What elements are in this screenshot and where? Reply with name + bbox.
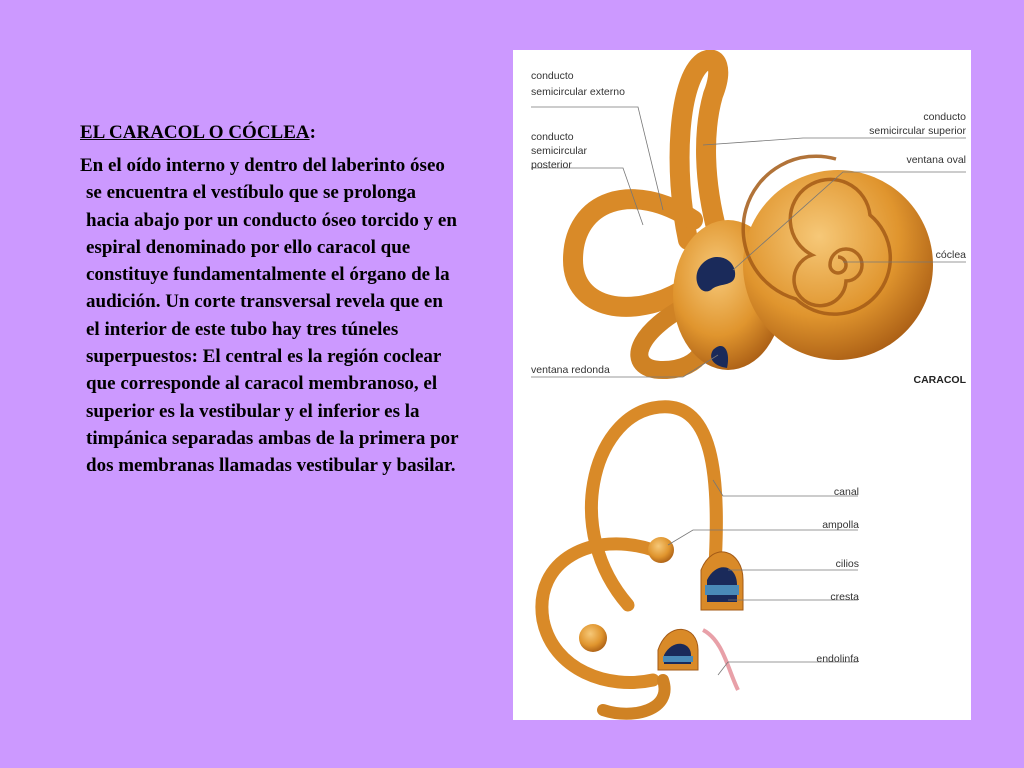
label-cilios: cilios [835,558,859,570]
label-posterior-2: semicircular [531,145,588,157]
endolymph-tail [703,630,738,690]
label-externo-1: conducto [531,70,574,82]
label-externo-2: semicircular externo [531,86,625,98]
ampulla-mid-shape [648,537,674,563]
canal-drawing [542,407,743,714]
inner-ear-figure [513,50,971,720]
heading [80,120,460,146]
large-canal-shape [591,407,716,605]
cochlea-shape [743,170,933,360]
label-cresta: cresta [830,591,859,603]
label-endolinfa: endolinfa [816,653,859,665]
body-paragraph: En el oído interno y dentro del laberinto óseo se encuentra el vestíbulo que se prolonga hacia abajo por un conducto óseo torcido y en espiral denominado por ello caracol que constituye fundamentalmente el órgano de la audición. Un corte transversal revela que en el interior de este tubo hay tres túneles superpuestos: El central es la región coclear que corresponde al caracol membranoso, el superior es la vestibular y el inferior es la timpánica separadas ambas de la primera por dos membranas llamadas vestibular y basilar. [80,155,459,477]
label-ventana-oval: ventana oval [906,154,966,166]
label-coclea: cóclea [935,249,966,261]
label-canal: canal [833,486,859,498]
inner-ear-illustration [513,50,971,720]
bottom-labels [816,486,859,665]
text-column [80,120,460,480]
label-ventana-redonda: ventana redonda [531,364,610,376]
label-posterior-1: conducto [531,131,574,143]
cochlea-drawing [573,60,933,370]
ampulla-left-shape [579,624,607,652]
label-superior-2: semicircular superior [869,125,966,137]
label-ampolla: ampolla [822,519,859,531]
heading-title: EL CARACOL O CÓCLEA [80,122,310,143]
label-caracol: CARACOL [913,374,966,386]
label-posterior-3: posterior [531,159,572,171]
heading-colon: : [309,122,316,143]
label-superior-1: conducto [923,111,966,123]
